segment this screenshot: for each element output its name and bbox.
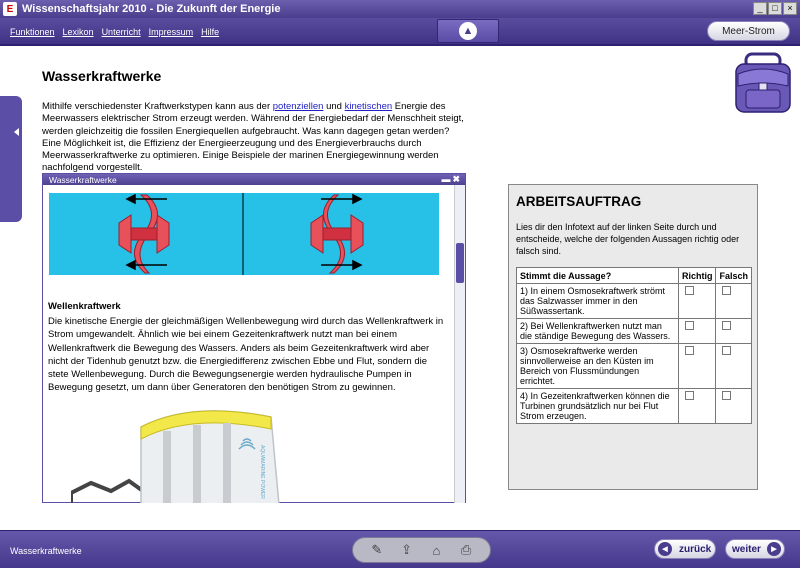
- arrow-right-icon: ▶: [767, 542, 781, 556]
- status-label: Wasserkraftwerke: [10, 546, 82, 556]
- checkbox-richtig-2[interactable]: [685, 321, 694, 330]
- up-button[interactable]: [437, 19, 499, 43]
- checkbox-richtig-4[interactable]: [685, 391, 694, 400]
- checkbox-richtig-3[interactable]: [685, 346, 694, 355]
- table-row: [517, 319, 752, 344]
- task-table: [516, 267, 752, 424]
- meer-strom-button[interactable]: Meer-Strom: [707, 21, 790, 41]
- window-title: Wissenschaftsjahr 2010 - Die Zukunft der Energie: [22, 3, 281, 15]
- panel-close-icon[interactable]: ✖: [452, 174, 462, 184]
- intro-text: [42, 101, 468, 175]
- column-header-falsch: Falsch: [716, 268, 752, 284]
- checkbox-falsch-3[interactable]: [722, 346, 731, 355]
- intro-text-part: Mithilfe verschiedenster Kraftwerkstypen kann aus der: [42, 101, 273, 112]
- intro-text-part: Energie des Meerwassers elektrischer Strom erzeugt werden. Während der Energiebedarf der Menschheit steigt, werden gleichzeitig die fossilen Energiequellen aufgebraucht. Was kann dagegen getan werden? Eine Möglichkeit ist, die Effizienz der Energieerzeugung und des Energieverbrauchs durch Meerwasserkraftwerke zu optimieren. Einige Beispiele der marinen Energiegewinnung werden nachfolgend vorgestellt.: [42, 101, 464, 174]
- column-header-richtig: Richtig: [678, 268, 716, 284]
- checkbox-richtig-1[interactable]: [685, 286, 694, 295]
- arrow-up-icon: ▲: [459, 22, 477, 40]
- back-button[interactable]: [654, 539, 716, 559]
- info-panel-header: [43, 174, 465, 185]
- checkbox-falsch-2[interactable]: [722, 321, 731, 330]
- toolbar: [352, 537, 491, 563]
- statement-text: 1) In einem Osmosekraftwerk strömt das Salzwasser immer in den Süßwassertank.: [517, 284, 679, 319]
- arrow-left-icon: ◀: [658, 542, 672, 556]
- panel-scrollbar[interactable]: [454, 185, 465, 503]
- task-description: Lies dir den Infotext auf der linken Seite durch und entscheide, welche der folgenden Aussagen richtig oder falsch sind.: [516, 222, 740, 256]
- menu-lexikon[interactable]: Lexikon: [62, 27, 94, 37]
- statement-text: 3) Osmosekraftwerke werden sinnvollerweise an den Küsten im Bereich von Flussmündungen errichtet.: [517, 344, 679, 389]
- section-text: Die kinetische Energie der gleichmäßigen Wellenbewegung wird durch das Wellenkraftwerk in Strom umgewandelt. Ähnlich wie bei einem Gezeitenkraftwerk nutzt man bei einem Wellenkraftwerk die Bewegung des Wassers. Anders als beim Gezeitenkraftwerk wird aber nicht der Tidenhub genutzt bzw. die Energiedifferenz zwischen Ebbe und Flut, sondern die stete Wellenbewegung. Durch die Bewegungsenergie werden hydraulische Pumpen in Bewegung gesetzt, um dann über Generatoren den benötigen Strom zu gewinnen.: [48, 316, 444, 394]
- link-kinetischen[interactable]: kinetischen: [344, 101, 393, 112]
- arrow-left-icon: [14, 128, 19, 136]
- table-row: [517, 284, 752, 319]
- statement-text: 4) In Gezeitenkraftwerken können die Turbinen grundsätzlich nur bei Flut Strom erzeugen.: [517, 389, 679, 424]
- section-title: Wellenkraftwerk: [48, 301, 121, 312]
- info-panel-body: [43, 185, 455, 503]
- task-title: ARBEITSAUFTRAG: [516, 194, 642, 209]
- edit-icon[interactable]: ✎: [371, 542, 383, 557]
- water-background: [49, 193, 439, 275]
- info-panel: [42, 173, 466, 503]
- table-header-row: [517, 268, 752, 284]
- column-header-statement: Stimmt die Aussage?: [517, 268, 679, 284]
- side-drawer-tab[interactable]: [0, 96, 22, 222]
- menu-hilfe[interactable]: Hilfe: [201, 27, 220, 37]
- export-icon[interactable]: ⇪: [401, 542, 413, 557]
- scrollbar-thumb[interactable]: [456, 243, 464, 283]
- maximize-button[interactable]: □: [768, 2, 782, 15]
- page-title: Wasserkraftwerke: [42, 68, 162, 84]
- device-label: AQUAMARINE POWER: [259, 445, 265, 499]
- statement-text: 2) Bei Wellenkraftwerken nutzt man die ständige Bewegung des Wassers.: [517, 319, 679, 344]
- panel-minimize-icon[interactable]: ▬: [441, 174, 453, 184]
- task-box: [508, 184, 758, 490]
- back-label: zurück: [679, 543, 712, 555]
- next-button[interactable]: [725, 539, 785, 559]
- table-row: [517, 389, 752, 424]
- app-icon: E: [3, 2, 17, 16]
- checkbox-falsch-4[interactable]: [722, 391, 731, 400]
- minimize-button[interactable]: _: [753, 2, 767, 15]
- intro-text-part: und: [323, 101, 345, 112]
- print-icon[interactable]: ⎙: [460, 542, 472, 557]
- wave-device-illustration: [71, 405, 281, 503]
- info-panel-title: Wasserkraftwerke: [49, 174, 117, 185]
- checkbox-falsch-1[interactable]: [722, 286, 731, 295]
- schoolbag-icon[interactable]: [732, 52, 794, 114]
- close-button[interactable]: ×: [783, 2, 797, 15]
- menu-unterricht[interactable]: Unterricht: [101, 27, 141, 37]
- home-icon[interactable]: ⌂: [432, 542, 441, 558]
- window-title-bar: [0, 0, 800, 18]
- turbine-diagram: [49, 193, 439, 275]
- next-label: weiter: [732, 543, 761, 555]
- table-row: [517, 344, 752, 389]
- status-bar: [0, 530, 800, 568]
- menu-bar: [0, 18, 800, 46]
- link-potenziellen[interactable]: potenziellen: [272, 101, 324, 112]
- menu-funktionen[interactable]: Funktionen: [10, 27, 55, 37]
- menu-impressum[interactable]: Impressum: [148, 27, 194, 37]
